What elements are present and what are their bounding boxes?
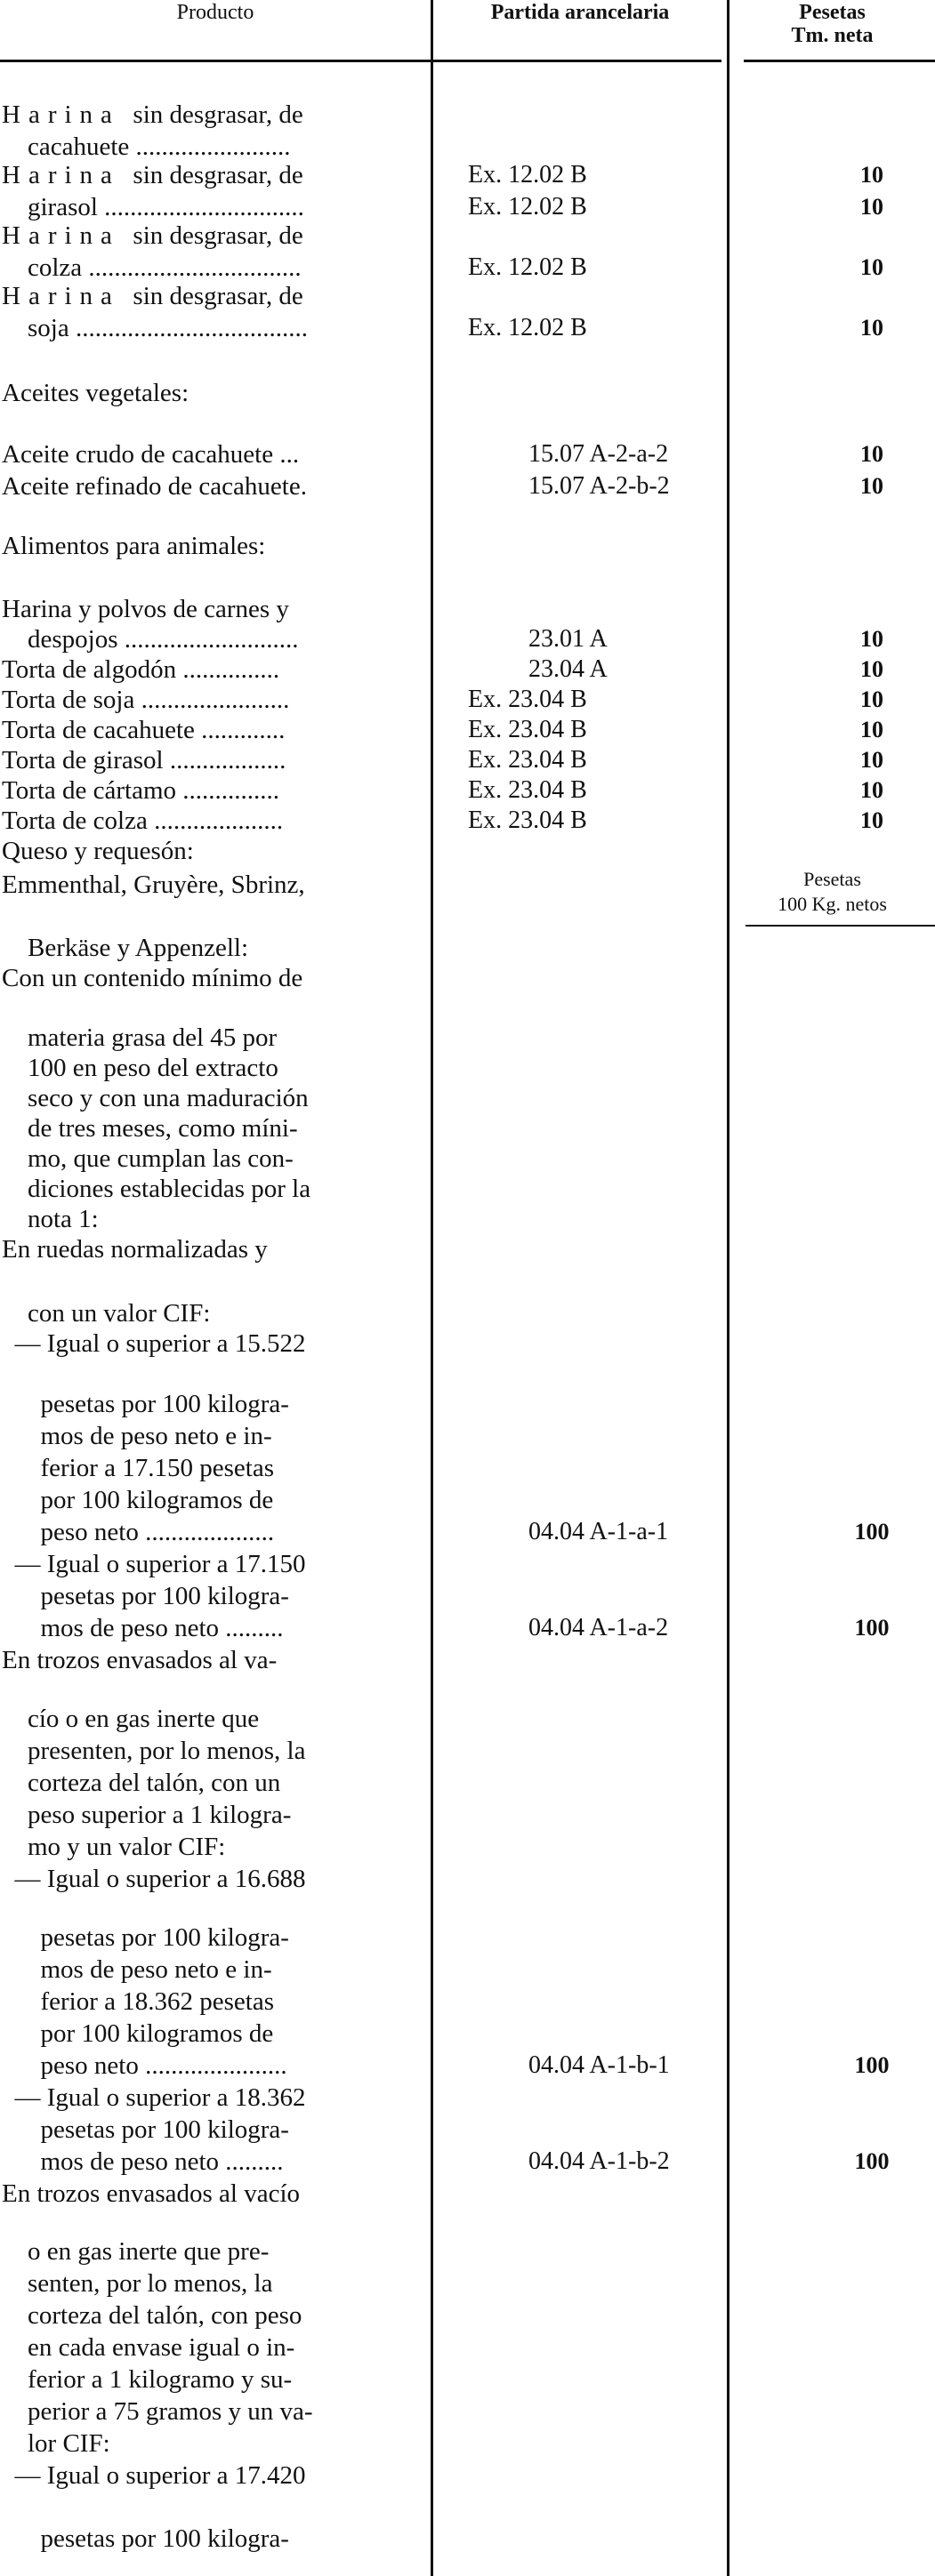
product-line: Harina sin desgrasar, de (2, 161, 303, 189)
column-divider-1 (431, 0, 433, 2576)
product-line: nota 1: (2, 1205, 99, 1233)
product-line: mos de peso neto ......... (2, 2147, 284, 2176)
product-line: pesetas por 100 kilogra- (2, 2115, 289, 2144)
peseta-value: 100 (854, 1615, 890, 1641)
product-line: o en gas inerte que pre- (2, 2237, 270, 2266)
product-line: peso neto .................... (2, 1518, 275, 1546)
product-line: Torta de cacahuete ............. (2, 716, 286, 744)
product-line: con un valor CIF: (2, 1299, 211, 1328)
product-line: mos de peso neto e in- (2, 1422, 272, 1450)
product-line: soja .................................... (2, 314, 308, 342)
product-line: seco y con una maduración (2, 1084, 309, 1112)
peseta-value: 10 (860, 656, 883, 682)
header-producto: Producto (176, 1, 254, 24)
product-line: Torta de cártamo ............... (2, 776, 280, 805)
product-line: pesetas por 100 kilogra- (2, 1923, 289, 1952)
product-line: ferior a 17.150 pesetas (2, 1454, 275, 1482)
product-line: — Igual o superior a 17.150 (2, 1550, 306, 1578)
peseta-value: 100 (854, 1519, 890, 1545)
product-line: Torta de algodón ............... (2, 655, 280, 684)
peseta-value: 10 (860, 441, 883, 467)
product-line: En trozos envasados al va- (2, 1646, 278, 1674)
product-line: despojos ........................... (2, 625, 299, 654)
header-rule (0, 60, 721, 62)
product-line: Con un contenido mínimo de (2, 964, 303, 992)
peseta-value: 10 (860, 807, 883, 833)
product-line: En ruedas normalizadas y (2, 1235, 268, 1264)
product-line: En trozos envasados al vacío (2, 2179, 301, 2208)
product-line: senten, por lo menos, la (2, 2269, 273, 2298)
product-line: Harina sin desgrasar, de (2, 221, 303, 250)
product-line: corteza del talón, con un (2, 1769, 281, 1797)
unit-header-100kg: 100 Kg. netos (778, 893, 887, 915)
product-line: mo, que cumplan las con- (2, 1144, 294, 1173)
peseta-value: 100 (854, 2052, 890, 2078)
spaced-word: Harina (2, 282, 120, 310)
spaced-word: Harina (2, 161, 120, 189)
product-line: cío o en gas inerte que (2, 1705, 260, 1733)
product-line: Alimentos para animales: (2, 532, 266, 560)
peseta-value: 10 (860, 254, 883, 280)
peseta-value: 10 (860, 315, 883, 341)
product-line: pesetas por 100 kilogra- (2, 1582, 289, 1610)
product-line: Berkäse y Appenzell: (2, 934, 249, 962)
product-line: materia grasa del 45 por (2, 1023, 278, 1052)
product-line: Torta de soja ....................... (2, 686, 290, 714)
product-line: 100 en peso del extracto (2, 1054, 278, 1082)
product-line: ferior a 18.362 pesetas (2, 1987, 275, 2016)
product-line: Aceite refinado de cacahuete. (2, 472, 307, 501)
product-line: girasol ............................... (2, 193, 304, 221)
product-line: — Igual o superior a 15.522 (2, 1329, 306, 1358)
product-line: colza ................................. (2, 253, 302, 282)
product-line: Harina sin desgrasar, de (2, 282, 303, 310)
peseta-value: 10 (860, 162, 883, 188)
product-line: Torta de girasol .................. (2, 746, 286, 774)
header-tm-neta: Tm. neta (791, 24, 874, 47)
product-line: pesetas por 100 kilogra- (2, 2524, 289, 2553)
product-line: mos de peso neto ......... (2, 1614, 284, 1642)
product-line: — Igual o superior a 17.420 (2, 2461, 306, 2490)
header-rule-right (744, 60, 935, 62)
product-line: Queso y requesón: (2, 837, 194, 865)
peseta-value: 10 (860, 747, 883, 773)
peseta-value: 10 (860, 194, 883, 220)
product-line: — Igual o superior a 18.362 (2, 2083, 306, 2112)
product-line: ferior a 1 kilogramo y su- (2, 2365, 293, 2394)
product-line: — Igual o superior a 16.688 (2, 1865, 306, 1893)
product-line: peso superior a 1 kilogra- (2, 1801, 292, 1829)
peseta-value: 10 (860, 717, 883, 742)
product-line: corteza del talón, con peso (2, 2301, 302, 2330)
page: Producto Partida arancelaria Pesetas Tm. neta Pesetas 100 Kg. netos Harina sin desgrasar, de cacahuete ........................ Harina sin desgrasar, de Ex. 12.02 B 10 girasol ............................... Ex. 12.02 B 10 Harina sin desgrasar, de colza ................................. Ex. 12.02 B 10 Harina sin desgrasar, de soja .................................... Ex. 12.02 B 10 Aceites vegetales: Aceite crudo de cacahuete ... 15.07 A-2-a-2 10 Aceite refinado de cacahuete. 15.07 A-2-b-2 10 Alimentos para animales: Harina y polvos de carnes y despojos ........................... 23.01 A 10 Torta de algodón ............... 23.04 A 10 Torta de soja ....................... Ex. 23.04 B 10 Torta de cacahuete ............. Ex. 23.04 B 10 Torta de girasol .................. Ex. 23.04 B 10 Torta de cártamo ............... Ex. 23.04 B 10 Torta de colza .................... Ex. 23.04 B 10 Queso y requesón: Emmenthal, Gruyère, Sbrinz, Berkäse y Appenzell: Con un contenido mínimo de materia grasa del 45 por 100 en peso del extracto seco y con una maduración de tres meses, como míni- mo, que cumplan las con- diciones establecidas por la nota 1: En ruedas normalizadas y con un valor CIF: — Igual o superior a 15.522 pesetas por 100 kilogra- mos de peso neto e in- ferior a 17.150 pesetas por 100 kilogramos de peso neto .................... 04.04 A-1-a-1 100 — Igual o superior a 17.150 pesetas por 100 kilogra- mos de peso neto ......... 04.04 A-1-a-2 100 En trozos envasados al va- cío o en gas inerte que presenten, por lo menos, la corteza del talón, con un peso superior a 1 kilogra- mo y un valor CIF: — Igual o superior a 16.688 pesetas por 100 kilogra- mos de peso neto e in- ferior a 18.362 pesetas por 100 kilogramos de peso neto ...................... 04.04 A-1-b-1 100 — Igual o superior a 18.362 pesetas por 100 kilogra- mos de peso neto ......... 04.04 A-1-b-2 100 En trozos envasados al vacío o en gas inerte que pre- senten, por lo menos, la corteza del talón, con peso en cada envase igual o in- ferior a 1 kilogramo y su- perior a 75 gramos y un va- lor CIF: — Igual o superior a 17.420 pesetas por 100 kilogra- (0, 0, 935, 2576)
product-line: Harina y polvos de carnes y (2, 595, 289, 623)
peseta-value: 100 (854, 2148, 890, 2174)
peseta-value: 10 (860, 777, 883, 803)
product-line: de tres meses, como míni- (2, 1114, 298, 1143)
product-line: mos de peso neto e in- (2, 1955, 272, 1984)
product-line: diciones establecidas por la (2, 1175, 311, 1203)
product-line: lor CIF: (2, 2429, 110, 2458)
header-partida: Partida arancelaria (490, 1, 670, 24)
product-line: cacahuete ........................ (2, 132, 291, 161)
product-line: Harina sin desgrasar, de (2, 100, 303, 129)
product-line: peso neto ...................... (2, 2051, 287, 2080)
product-line: por 100 kilogramos de (2, 1486, 274, 1514)
peseta-value: 10 (860, 473, 883, 499)
product-line: Aceite crudo de cacahuete ... (2, 440, 300, 469)
product-line: por 100 kilogramos de (2, 2019, 274, 2048)
product-line: mo y un valor CIF: (2, 1833, 226, 1861)
unit-header-pesetas: Pesetas (803, 868, 861, 890)
unit-header-rule (746, 925, 935, 927)
product-line: pesetas por 100 kilogra- (2, 1390, 289, 1418)
peseta-value: 10 (860, 686, 883, 712)
product-line: Emmenthal, Gruyère, Sbrinz, (2, 871, 305, 899)
product-line: Aceites vegetales: (2, 379, 189, 407)
spaced-word: Harina (2, 100, 120, 129)
product-line: presenten, por lo menos, la (2, 1737, 306, 1765)
column-divider-2 (727, 0, 729, 2576)
product-line: Torta de colza .................... (2, 807, 284, 835)
spaced-word: Harina (2, 221, 120, 250)
header-pesetas: Pesetas (799, 1, 866, 24)
peseta-value: 10 (860, 626, 883, 652)
product-line: perior a 75 gramos y un va- (2, 2397, 313, 2426)
product-line: en cada envase igual o in- (2, 2333, 295, 2362)
